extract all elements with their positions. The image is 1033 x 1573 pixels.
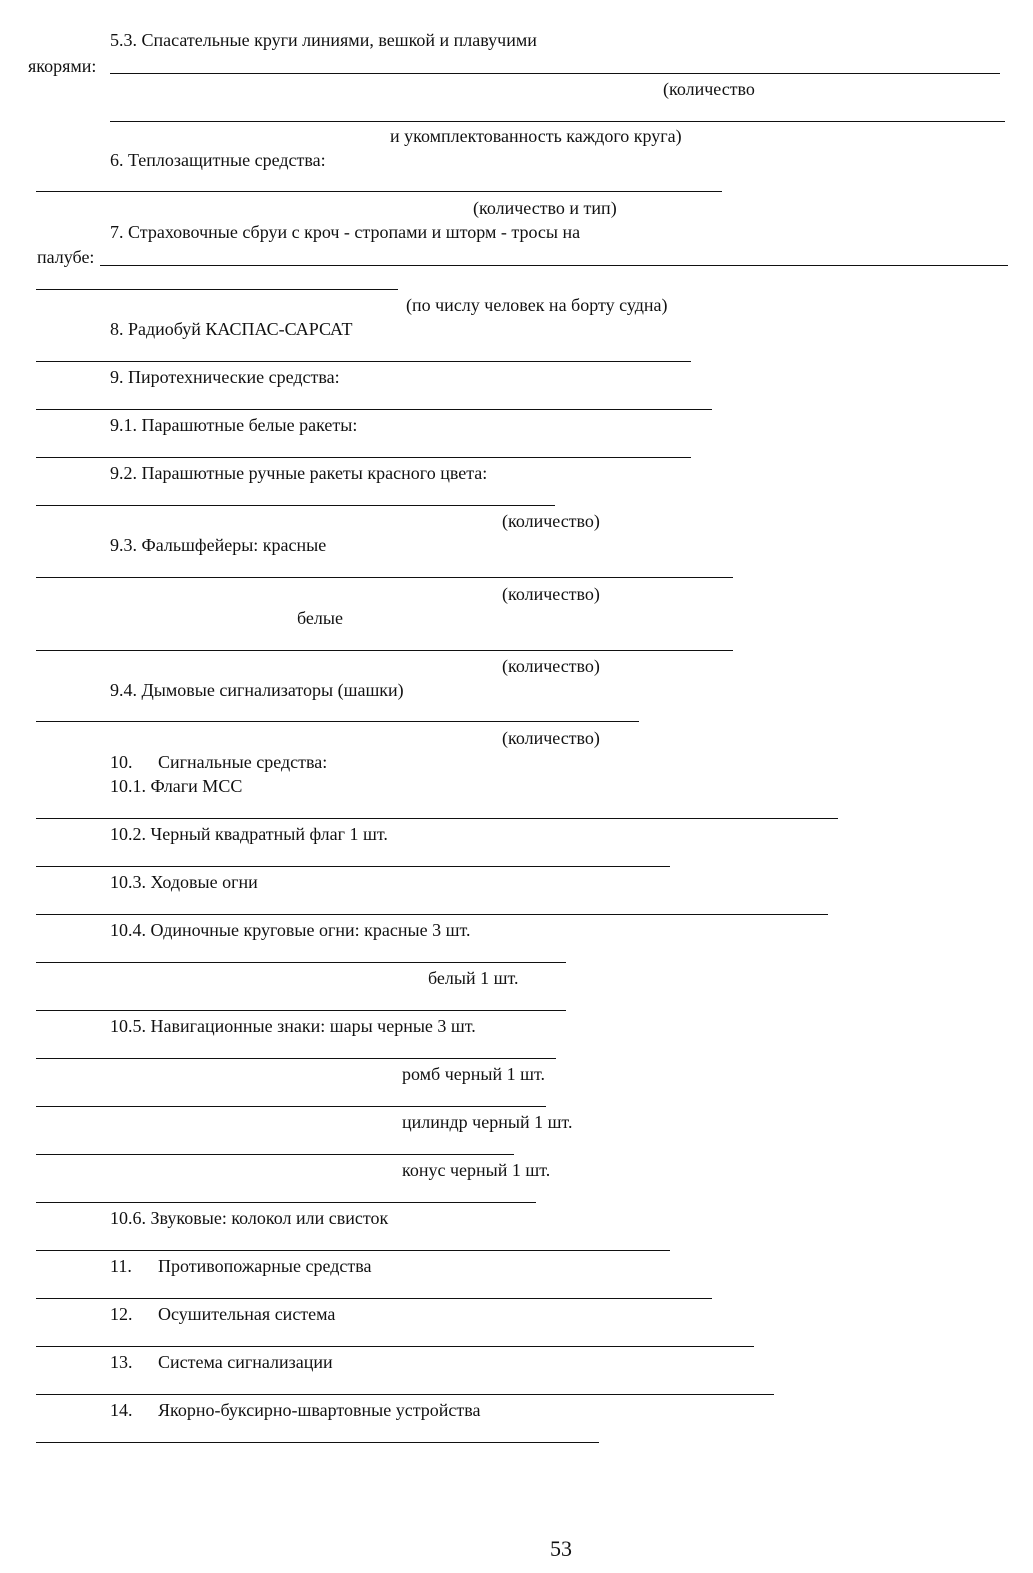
item-11-text: Противопожарные средства xyxy=(158,1256,372,1276)
fill-line-10-5-rhombus xyxy=(36,1106,546,1107)
item-10-text: Сигнальные средства: xyxy=(158,752,328,772)
fill-line-12 xyxy=(36,1346,754,1347)
item-10-1: 10.1. Флаги МСС xyxy=(110,776,243,796)
item-10-4-white: белый 1 шт. xyxy=(428,968,519,988)
fill-line-8 xyxy=(36,361,691,362)
item-10-5-rhombus: ромб черный 1 шт. xyxy=(402,1064,545,1084)
fill-line-10-3 xyxy=(36,914,828,915)
item-9-3-white: белые xyxy=(297,608,343,628)
item-6: 6. Теплозащитные средства: xyxy=(110,150,326,170)
item-9-4: 9.4. Дымовые сигнализаторы (шашки) xyxy=(110,680,404,700)
item-5-3-line1: 5.3. Спасательные круги линиями, вешкой и плавучими xyxy=(110,30,537,50)
item-9-4-note: (количество) xyxy=(502,728,600,748)
item-9-2: 9.2. Парашютные ручные ракеты красного цвета: xyxy=(110,463,488,483)
item-14-number: 14. xyxy=(110,1400,133,1420)
item-7-note: (по числу человек на борту судна) xyxy=(406,295,668,315)
item-9-3-note2: (количество) xyxy=(502,656,600,676)
item-13-text: Система сигнализации xyxy=(158,1352,333,1372)
item-11-number: 11. xyxy=(110,1256,132,1276)
item-6-note: (количество и тип) xyxy=(473,198,617,218)
fill-line-9 xyxy=(36,409,712,410)
fill-line-10-6 xyxy=(36,1250,670,1251)
fill-line-10-1 xyxy=(36,818,838,819)
item-9-2-note: (количество) xyxy=(502,511,600,531)
item-14-text: Якорно-буксирно-швартовные устройства xyxy=(158,1400,481,1420)
item-13-number: 13. xyxy=(110,1352,133,1372)
fill-line-14 xyxy=(36,1442,599,1443)
fill-line-6 xyxy=(36,191,722,192)
fill-line-10-5-balls xyxy=(36,1058,556,1059)
fill-line-9-1 xyxy=(36,457,691,458)
fill-line-9-3-red xyxy=(36,577,733,578)
item-10-2: 10.2. Черный квадратный флаг 1 шт. xyxy=(110,824,388,844)
item-9-3-note1: (количество) xyxy=(502,584,600,604)
item-10-5: 10.5. Навигационные знаки: шары черные 3 шт. xyxy=(110,1016,476,1036)
fill-line-9-4 xyxy=(36,721,639,722)
item-10-3: 10.3. Ходовые огни xyxy=(110,872,258,892)
item-12-text: Осушительная система xyxy=(158,1304,336,1324)
item-10-6: 10.6. Звуковые: колокол или свисток xyxy=(110,1208,389,1228)
fill-line-9-3-white xyxy=(36,650,733,651)
item-7-line2: палубе: xyxy=(37,247,95,267)
fill-line-5-3-b xyxy=(110,121,1005,122)
item-5-3-note2: и укомплектованность каждого круга) xyxy=(390,126,682,146)
fill-line-10-4-white xyxy=(36,1010,566,1011)
fill-line-13 xyxy=(36,1394,774,1395)
item-10-5-cone: конус черный 1 шт. xyxy=(402,1160,551,1180)
item-5-3-note1: (количество xyxy=(663,79,755,99)
item-10-5-cylinder: цилиндр черный 1 шт. xyxy=(402,1112,573,1132)
item-9-1: 9.1. Парашютные белые ракеты: xyxy=(110,415,358,435)
fill-line-10-5-cylinder xyxy=(36,1154,514,1155)
page-number: 53 xyxy=(550,1536,572,1561)
item-10-4: 10.4. Одиночные круговые огни: красные 3 шт. xyxy=(110,920,471,940)
fill-line-7-b xyxy=(36,289,398,290)
item-12-number: 12. xyxy=(110,1304,133,1324)
item-9-3: 9.3. Фальшфейеры: красные xyxy=(110,535,327,555)
fill-line-7-a xyxy=(100,265,1008,266)
item-5-3-line2: якорями: xyxy=(28,56,97,76)
item-9: 9. Пиротехнические средства: xyxy=(110,367,340,387)
fill-line-10-5-cone xyxy=(36,1202,536,1203)
fill-line-11 xyxy=(36,1298,712,1299)
fill-line-10-4-red xyxy=(36,962,566,963)
fill-line-9-2 xyxy=(36,505,555,506)
fill-line-10-2 xyxy=(36,866,670,867)
item-8: 8. Радиобуй КАСПАС-САРСАТ xyxy=(110,319,353,339)
item-7-line1: 7. Страховочные сбруи с кроч - стропами и шторм - тросы на xyxy=(110,222,581,242)
fill-line-5-3-a xyxy=(110,73,1000,74)
item-10-number: 10. xyxy=(110,752,133,772)
